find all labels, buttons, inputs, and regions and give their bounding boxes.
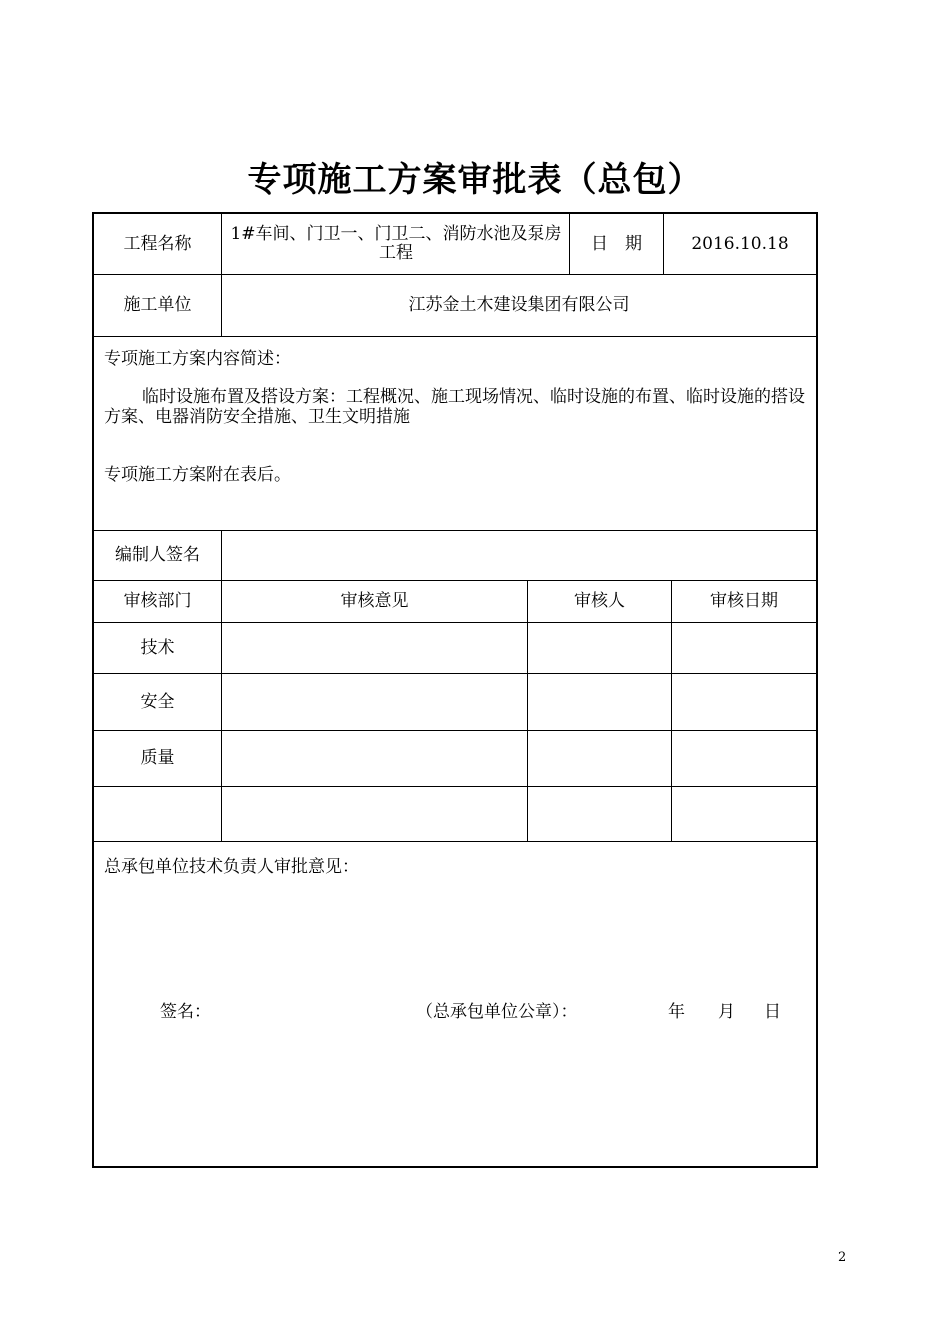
- contractor-value: 江苏金土木建设集团有限公司: [408, 295, 630, 315]
- date-label: 日 期: [591, 233, 642, 254]
- approval-month: 月: [718, 1002, 735, 1022]
- date-value: 2016.10.18: [691, 233, 789, 254]
- project-name-label: 工程名称: [123, 233, 192, 254]
- review-dept-technical: 技术: [140, 637, 175, 658]
- col-header-reviewer: 审核人: [574, 591, 625, 611]
- row-divider: [94, 336, 816, 337]
- contractor-label: 施工单位: [123, 295, 192, 315]
- summary-attached: 专项施工方案附在表后。: [104, 465, 291, 485]
- approval-day: 日: [764, 1002, 781, 1022]
- project-name-value: 1#车间、门卫一、门卫二、消防水池及泵房工程: [230, 224, 562, 263]
- summary-heading: 专项施工方案内容简述：: [104, 349, 291, 369]
- approval-year: 年: [668, 1002, 685, 1022]
- col-header-review-date: 审核日期: [710, 591, 778, 611]
- col-header-dept: 审核部门: [123, 591, 192, 611]
- review-dept-blank: [94, 787, 221, 841]
- row-divider: [94, 841, 816, 842]
- preparer-label: 编制人签名: [115, 545, 200, 565]
- approval-seal-label: （总承包单位公章）：: [416, 1002, 578, 1022]
- summary-body: 临时设施布置及搭设方案：工程概况、施工现场情况、临时设施的布置、临时设施的搭设方案、电器消防安全措施、卫生文明措施: [104, 387, 805, 427]
- page-number: 2: [838, 1250, 847, 1265]
- review-dept-quality: 质量: [140, 748, 175, 768]
- approval-form: [92, 212, 818, 1168]
- page-title: 专项施工方案审批表（总包）: [247, 160, 703, 200]
- preparer-signature-field[interactable]: [222, 531, 816, 580]
- col-header-opinion: 审核意见: [340, 591, 409, 611]
- approval-heading: 总承包单位技术负责人审批意见：: [104, 857, 359, 877]
- review-dept-safety: 安全: [140, 691, 175, 712]
- approval-sign-label: 签名：: [160, 1002, 211, 1022]
